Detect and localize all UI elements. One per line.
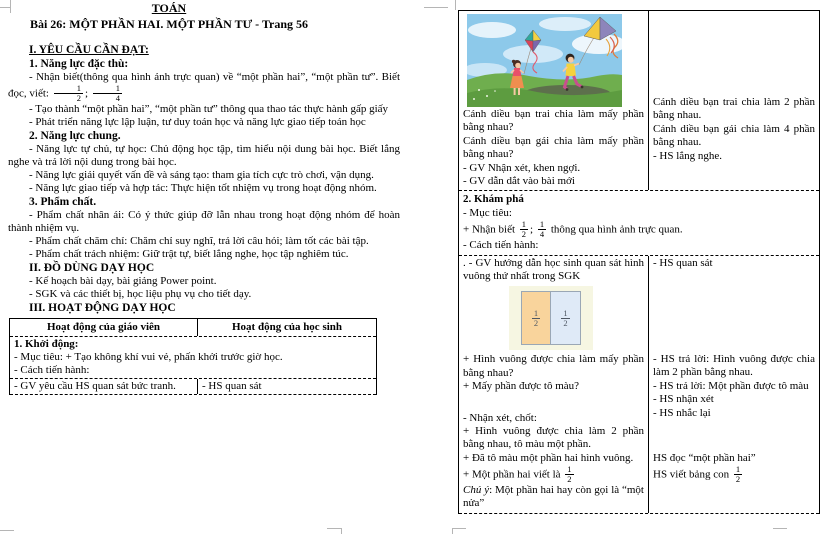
teacher-line: . - GV hướng dẫn học sinh quan sát hình vuông thứ nhất trong SGK	[463, 256, 644, 282]
paragraph: - Tạo thành “một phần hai”, “một phần tư” thông qua thao tác thực hành gấp giấy	[29, 102, 389, 115]
note-text: : Một phần hai hay còn gọi là “một nửa”	[463, 484, 644, 510]
paragraph: - Phẩm chất trách nhiệm: Giữ trật tự, biết lắng nghe, học tập nghiêm túc.	[29, 247, 349, 260]
section-title: 1. Khởi động:	[14, 337, 79, 350]
teacher-note	[463, 484, 644, 511]
student-line-text: HS viết bảng con	[653, 468, 732, 481]
teacher-line	[463, 465, 644, 484]
paragraph: - Phẩm chất chăm chỉ: Chăm chỉ suy nghĩ, trả lời câu hỏi; làm tốt các bài tập.	[29, 234, 369, 247]
heading-hoat-dong-day-hoc: III. HOẠT ĐỘNG DẠY HỌC	[29, 301, 176, 314]
column-header-teacher: Hoạt động của giáo viên	[10, 319, 198, 336]
crop-mark	[455, 0, 456, 10]
paragraph: - Phát triển năng lực lập luận, tư duy toán học và năng lực giao tiếp toán học	[29, 115, 366, 128]
table-section-khoi-dong	[10, 336, 376, 379]
student-line: - HS lắng nghe.	[653, 149, 723, 162]
note-label: Chú ý	[463, 484, 490, 496]
fraction-one-half: $\frac{1}{2}$	[521, 219, 527, 240]
square-left-half	[522, 292, 551, 344]
student-cell	[649, 11, 819, 190]
spacer	[653, 420, 815, 452]
crop-mark	[424, 7, 448, 8]
teacher-line: + Đã tô màu một phần hai hình vuông.	[463, 451, 634, 464]
heading-nang-luc-dac-thu: 1. Năng lực đặc thù:	[29, 58, 129, 70]
student-line: - HS nhận xét	[653, 393, 714, 406]
section-title: 2. Khám phá	[463, 193, 524, 206]
teacher-line: - Nhận xét, chốt:	[463, 411, 537, 424]
doc-heading-block	[8, 2, 330, 31]
crop-mark	[452, 528, 466, 529]
divided-square	[521, 291, 581, 345]
fraction-one-half: $\frac{1}{2}$	[563, 307, 568, 328]
paragraph: - Phẩm chất nhân ái: Có ý thức giúp đỡ lẫn nhau trong hoạt động nhóm để hoàn thành nhiệm vụ.	[8, 208, 400, 234]
table-header-row	[10, 319, 376, 336]
activities-table-continued	[458, 10, 820, 514]
crop-mark	[0, 530, 14, 531]
heading-do-dung-day-hoc: II. ĐỒ DÙNG DẠY HỌC	[29, 261, 155, 274]
page-left	[8, 2, 400, 395]
paragraph: - Năng lực giải quyết vấn đề và sáng tạo: tham gia tích cực trò chơi, vận dụng.	[29, 168, 374, 181]
crop-mark	[341, 528, 342, 534]
teacher-cell	[459, 11, 649, 190]
student-cell	[649, 256, 819, 513]
spacer	[653, 12, 815, 96]
fraction-one-half: $\frac{1}{2}$	[735, 464, 741, 485]
heading-nang-luc-chung: 2. Năng lực chung.	[29, 129, 121, 142]
fraction-one-half: $\frac{1}{2}$	[54, 84, 83, 103]
page-right	[456, 10, 826, 514]
student-line: Cánh diều bạn gái chia làm 4 phần bằng nhau.	[653, 122, 815, 149]
student-line: - HS nhắc lại	[653, 406, 711, 419]
teacher-line: + Mấy phần được tô màu?	[463, 380, 580, 393]
student-line: Cánh diều bạn trai chia làm 2 phần bằng nhau.	[653, 96, 815, 122]
paragraph: - Kế hoạch bài dạy, bài giảng Power point.	[29, 274, 217, 287]
teacher-cell	[459, 256, 649, 513]
kite-illustration	[467, 14, 622, 107]
student-line	[653, 465, 815, 484]
section-line: - Cách tiến hành:	[463, 239, 539, 252]
student-line: - HS trả lời: Hình vuông được chia làm 2 phần bằng nhau.	[653, 352, 815, 379]
crop-mark	[327, 528, 341, 529]
paragraph	[8, 71, 400, 103]
paragraph: - Năng lực tự chủ, tự học: Chủ động học tập, tìm hiểu nội dung bài học. Biết lắng nghe và trả lời nội dung trong bài học.	[8, 142, 400, 168]
table-row	[459, 11, 819, 191]
paragraph-text: ;	[84, 87, 91, 100]
section-line: - Mục tiêu: + Tạo không khí vui vẻ, phấn khởi trước giờ học.	[14, 350, 283, 363]
heading-pham-chat: 3. Phẩm chất.	[29, 195, 97, 208]
section-line-text: thông qua hình ảnh trực quan.	[548, 223, 683, 236]
student-line: HS đọc “một phần hai”	[653, 451, 756, 464]
half-square-figure	[509, 286, 593, 350]
teacher-line: Cánh diều bạn trai chia làm mấy phần bằng nhau?	[463, 108, 644, 134]
section-line	[463, 220, 815, 239]
table-row	[10, 379, 376, 395]
section-line: - Mục tiêu:	[463, 206, 512, 219]
doc-title: TOÁN	[151, 1, 187, 15]
fraction-one-quarter: $\frac{1}{4}$	[539, 219, 545, 240]
fraction-one-quarter: $\frac{1}{4}$	[93, 84, 122, 103]
table-row	[459, 256, 819, 514]
doc-subtitle: Bài 26: MỘT PHẦN HAI. MỘT PHẦN TƯ - Trang 56	[29, 17, 309, 31]
section-line: - Cách tiến hành:	[14, 363, 90, 376]
heading-yeu-cau-can-dat: I. YÊU CẦU CẦN ĐẠT:	[29, 44, 149, 56]
teacher-line: Cánh diều bạn gái chia làm mấy phần bằng nhau?	[463, 134, 644, 161]
crop-mark	[452, 528, 453, 534]
teacher-cell: - GV yêu cầu HS quan sát bức tranh.	[10, 379, 198, 394]
activities-table	[9, 318, 377, 395]
square-right-half	[551, 292, 580, 344]
fraction-one-half: $\frac{1}{2}$	[567, 464, 572, 485]
teacher-line: + Hình vuông được chia làm mấy phần bằng nhau?	[463, 353, 644, 379]
student-line: - HS quan sát	[653, 256, 713, 269]
paragraph: - SGK và các thiết bị, học liệu phụ vụ cho tiết dạy.	[29, 287, 252, 300]
table-section-kham-pha	[459, 191, 819, 255]
section-line-text: + Nhận biết	[463, 223, 518, 236]
fraction-one-half: $\frac{1}{2}$	[533, 307, 539, 328]
teacher-line-text: + Một phần hai viết là	[463, 468, 564, 481]
column-header-student: Hoạt động của học sinh	[231, 320, 343, 333]
paragraph: - Năng lực giao tiếp và hợp tác: Thực hiện tốt nhiệm vụ trong hoạt động nhóm.	[29, 181, 377, 194]
teacher-line: - GV Nhận xét, khen ngợi.	[463, 161, 581, 174]
spacer	[653, 270, 815, 353]
student-line: - HS trả lời: Một phần được tô màu	[653, 379, 809, 392]
teacher-line: - GV dẫn dắt vào bài mới	[463, 175, 575, 188]
crop-mark	[773, 528, 787, 529]
section-line-text: ;	[530, 223, 536, 236]
student-cell: - HS quan sát	[202, 379, 262, 392]
paragraph-text: - Nhận biết(thông qua hình ảnh trực quan) về “một phần hai”, “một phần tư”. Biết đọc, viết:	[8, 71, 400, 100]
teacher-line: + Hình vuông được chia làm 2 phần bằng nhau, tô màu một phần.	[463, 424, 644, 451]
